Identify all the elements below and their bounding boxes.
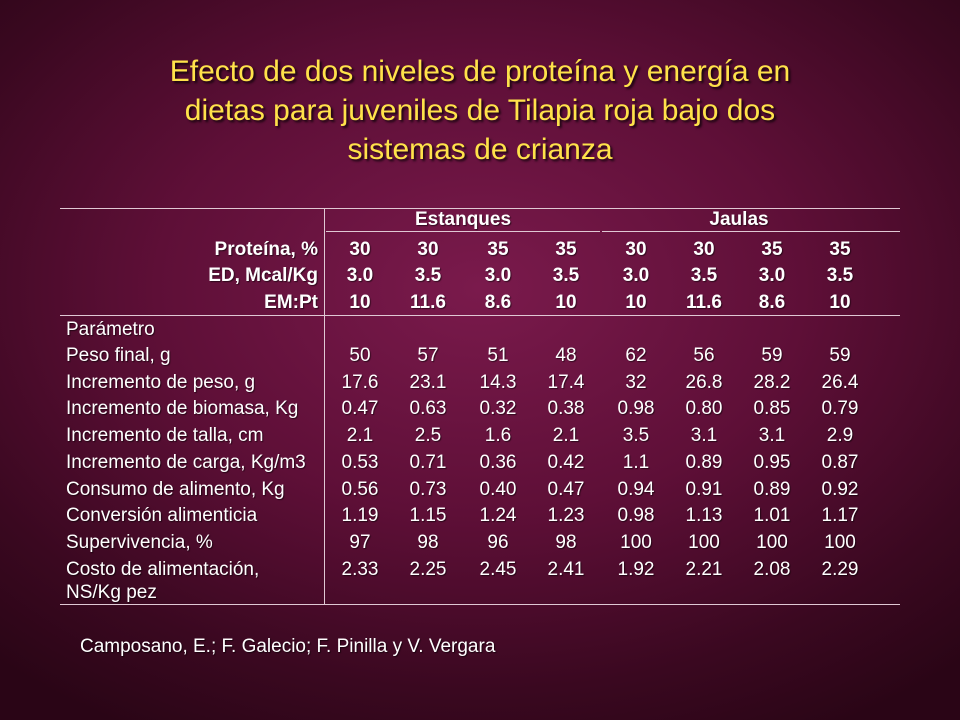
table-cell: 100 xyxy=(620,532,652,553)
table-bottom-rule xyxy=(60,604,900,605)
table-cell: 0.40 xyxy=(479,479,517,500)
group-heading-estanques: Estanques xyxy=(414,209,512,230)
table-row-label: Conversión alimenticia xyxy=(66,505,258,526)
table-cell: 1.13 xyxy=(685,505,723,526)
table-cell: 2.41 xyxy=(547,559,585,580)
parameter-heading: Parámetro xyxy=(66,319,155,340)
table-cell: 1.15 xyxy=(409,505,447,526)
title-line-1: Efecto de dos niveles de proteína y energía en xyxy=(169,55,791,88)
table-cell: 98 xyxy=(417,532,439,553)
table-cell: 48 xyxy=(555,345,577,366)
table-row-label: Consumo de alimento, Kg xyxy=(66,479,285,500)
header-cell: 11.6 xyxy=(410,292,446,313)
table-cell: 2.5 xyxy=(414,425,442,446)
header-cell: 10 xyxy=(349,292,371,313)
table-cell: 28.2 xyxy=(753,372,791,393)
label-column-divider xyxy=(324,208,325,604)
table-cell: 0.91 xyxy=(685,479,723,500)
header-cell: 3.0 xyxy=(758,265,786,286)
table-cell: 2.45 xyxy=(479,559,517,580)
table-cell: 100 xyxy=(756,532,788,553)
table-cell: 0.38 xyxy=(547,398,585,419)
table-cell: 0.98 xyxy=(617,505,655,526)
header-cell: 3.5 xyxy=(826,265,854,286)
table-cell: 56 xyxy=(693,345,715,366)
header-cell: 35 xyxy=(761,239,783,260)
table-header-rule xyxy=(60,315,900,316)
table-cell: 0.87 xyxy=(821,452,859,473)
table-cell: 0.85 xyxy=(753,398,791,419)
table-cell: 0.32 xyxy=(479,398,517,419)
table-cell: 1.23 xyxy=(547,505,585,526)
table-cell: 0.89 xyxy=(753,479,791,500)
header-cell: 11.6 xyxy=(686,292,722,313)
header-row-label: EM:Pt xyxy=(264,292,318,313)
header-cell: 8.6 xyxy=(484,292,512,313)
table-cell: 96 xyxy=(487,532,509,553)
table-cell: 0.42 xyxy=(547,452,585,473)
table-cell: 0.80 xyxy=(685,398,723,419)
header-cell: 3.0 xyxy=(484,265,512,286)
table-cell: 17.6 xyxy=(341,372,379,393)
table-cell: 0.89 xyxy=(685,452,723,473)
table-row-label-continuation: NS/Kg pez xyxy=(66,582,157,603)
slide-title xyxy=(60,52,900,169)
table-cell: 0.63 xyxy=(409,398,447,419)
header-cell: 10 xyxy=(625,292,647,313)
header-cell: 30 xyxy=(417,239,439,260)
title-line-3: sistemas de crianza xyxy=(347,133,613,166)
header-cell: 3.0 xyxy=(346,265,374,286)
table-cell: 1.17 xyxy=(821,505,859,526)
table-cell: 2.1 xyxy=(552,425,580,446)
table-cell: 0.73 xyxy=(409,479,447,500)
table-cell: 3.1 xyxy=(758,425,786,446)
table-row-label: Costo de alimentación, xyxy=(66,559,260,580)
table-cell: 100 xyxy=(824,532,856,553)
header-cell: 8.6 xyxy=(758,292,786,313)
table-cell: 2.9 xyxy=(826,425,854,446)
header-cell: 30 xyxy=(625,239,647,260)
header-cell: 3.0 xyxy=(622,265,650,286)
table-cell: 14.3 xyxy=(479,372,517,393)
table-cell: 100 xyxy=(688,532,720,553)
table-cell: 0.71 xyxy=(409,452,447,473)
table-cell: 59 xyxy=(829,345,851,366)
table-cell: 1.6 xyxy=(484,425,512,446)
table-row-label: Incremento de biomasa, Kg xyxy=(66,398,299,419)
header-cell: 35 xyxy=(487,239,509,260)
table-cell: 2.29 xyxy=(821,559,859,580)
table-cell: 97 xyxy=(349,532,371,553)
table-cell: 0.92 xyxy=(821,479,859,500)
table-row-label: Peso final, g xyxy=(66,345,171,366)
table-cell: 1.1 xyxy=(622,452,650,473)
table-cell: 1.92 xyxy=(617,559,655,580)
table-cell: 2.25 xyxy=(409,559,447,580)
table-cell: 23.1 xyxy=(409,372,447,393)
header-cell: 10 xyxy=(555,292,577,313)
header-cell: 35 xyxy=(555,239,577,260)
table-cell: 2.08 xyxy=(753,559,791,580)
table-cell: 0.53 xyxy=(341,452,379,473)
table-cell: 0.36 xyxy=(479,452,517,473)
table-row-label: Incremento de peso, g xyxy=(66,372,256,393)
table-cell: 2.1 xyxy=(346,425,374,446)
header-cell: 35 xyxy=(829,239,851,260)
table-cell: 0.47 xyxy=(341,398,379,419)
author-credit: Camposano, E.; F. Galecio; F. Pinilla y V. Vergara xyxy=(80,636,496,657)
header-cell: 30 xyxy=(349,239,371,260)
header-cell: 3.5 xyxy=(690,265,718,286)
header-row-label: ED, Mcal/Kg xyxy=(208,265,318,286)
header-cell: 3.5 xyxy=(552,265,580,286)
table-cell: 50 xyxy=(349,345,371,366)
header-cell: 30 xyxy=(693,239,715,260)
table-cell: 1.01 xyxy=(753,505,791,526)
table-cell: 0.98 xyxy=(617,398,655,419)
table-cell: 26.4 xyxy=(821,372,859,393)
title-line-2: dietas para juveniles de Tilapia roja bajo dos xyxy=(184,94,776,127)
table-cell: 62 xyxy=(625,345,647,366)
results-table xyxy=(60,208,900,605)
table-row-label: Incremento de carga, Kg/m3 xyxy=(66,452,306,473)
table-cell: 2.33 xyxy=(341,559,379,580)
table-row-label: Incremento de talla, cm xyxy=(66,425,264,446)
table-cell: 0.94 xyxy=(617,479,655,500)
table-cell: 0.47 xyxy=(547,479,585,500)
table-cell: 0.79 xyxy=(821,398,859,419)
table-cell: 0.95 xyxy=(753,452,791,473)
header-cell: 3.5 xyxy=(414,265,442,286)
table-cell: 0.56 xyxy=(341,479,379,500)
table-cell: 59 xyxy=(761,345,783,366)
table-cell: 1.19 xyxy=(341,505,379,526)
header-cell: 10 xyxy=(829,292,851,313)
table-cell: 3.5 xyxy=(622,425,650,446)
table-cell: 57 xyxy=(417,345,439,366)
table-cell: 2.21 xyxy=(685,559,723,580)
table-cell: 1.24 xyxy=(479,505,517,526)
table-cell: 3.1 xyxy=(690,425,718,446)
header-row-label: Proteína, % xyxy=(214,239,318,260)
table-cell: 26.8 xyxy=(685,372,723,393)
group-heading-jaulas: Jaulas xyxy=(709,209,769,230)
table-cell: 98 xyxy=(555,532,577,553)
table-cell: 51 xyxy=(487,345,509,366)
table-row-label: Supervivencia, % xyxy=(66,532,213,553)
table-cell: 32 xyxy=(625,372,647,393)
table-cell: 17.4 xyxy=(547,372,585,393)
